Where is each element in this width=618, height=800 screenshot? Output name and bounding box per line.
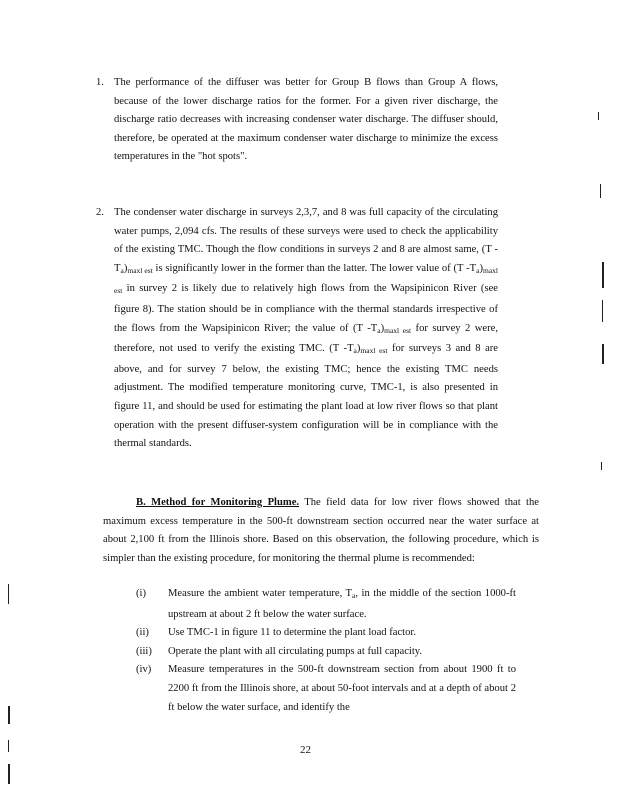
subscript: a — [476, 265, 480, 275]
section-b-heading: B. Method for Monitoring Plume. — [136, 497, 300, 508]
page-number: 22 — [300, 744, 311, 756]
subscript: maxl est — [360, 346, 388, 356]
subscript: maxl est — [127, 265, 153, 275]
step-text: Operate the plant with all circulating pumps at full capacity. — [168, 645, 423, 657]
subscript: a — [120, 265, 124, 275]
scan-artifact — [8, 764, 10, 784]
scan-artifact — [602, 344, 604, 364]
item-text-part: ) — [479, 262, 483, 274]
procedure-step — [136, 643, 516, 662]
scan-artifact — [602, 262, 604, 288]
scan-artifact — [8, 584, 9, 604]
step-label: (i) — [136, 588, 146, 599]
section-b-text: The field data for low river flows showed that the maximum excess temperature in the 500-ft downstream section occurred near the water surface at about 2,100 ft from the Illinois shore. Based on this observation, the following procedure, which is simpler than the existing procedure, for monitoring the thermal plume is recommended: — [103, 497, 539, 564]
subscript: a — [353, 346, 357, 356]
item-text-part: for survey 2 were, therefore, not used to verify the existing TMC. (T -T — [114, 322, 499, 355]
step-text-part: , in the middle of the section 1000-ft upstream at about 2 ft below the water surface. — [168, 588, 516, 620]
procedure-step — [136, 661, 516, 717]
scan-artifact — [602, 300, 603, 322]
scan-artifact — [8, 740, 9, 752]
step-text: Use TMC-1 in figure 11 to determine the plant load factor. — [168, 627, 417, 639]
step-label: (iii) — [136, 645, 152, 657]
item-text: The performance of the diffuser was better for Group B flows than Group A flows, because of the lower discharge ratios for the former. For a given river discharge, the discharge ratio decreases with increasing condenser water discharge. The diffuser should, therefore, be operated at the maximum condenser water discharge to minimize the excess temperatures in the "hot spots". — [114, 77, 498, 163]
item-text-part: ) — [356, 343, 361, 355]
step-label: (iv) — [136, 664, 152, 676]
subscript: a — [377, 325, 381, 335]
conclusion-item-2 — [96, 204, 499, 454]
item-text-part: ) — [123, 262, 128, 274]
item-text-part: The condenser water discharge in surveys 2,3,7, and 8 was full capacity of the circulating water pumps, 2,094 cfs. The results of these surveys were used to check the applicability of the existing TMC. Though the flow conditions in surveys 2 and 8 are almost same, (T -T — [114, 207, 498, 274]
step-text-part: Measure the ambient water temperature, T — [168, 588, 353, 599]
item-number: 2. — [96, 207, 104, 218]
item-text-part: ) — [380, 322, 385, 334]
item-text-part: for surveys 3 and 8 are above, and for survey 7 below, the existing TMC; hence the existing TMC needs adjustment. The modified temperature monitoring curve, TMC-1, is also presented in figure 11, and should be used for estimating the plant load at low river flows so that plant operation with the present diffuser-system configuration will be in compliance with the thermal standards. — [114, 343, 499, 450]
item-number: 1. — [96, 77, 104, 88]
conclusion-item-1 — [96, 74, 498, 167]
procedure-steps — [136, 585, 516, 717]
subscript: maxl est — [114, 265, 498, 296]
scan-artifact — [600, 184, 601, 198]
procedure-step — [136, 585, 516, 624]
step-label: (ii) — [136, 627, 149, 639]
step-text: Measure temperatures in the 500-ft downstream section from about 1900 ft to 2200 ft from the Illinois shore, at about 50-foot intervals and at a depth of about 2 ft below the water surface, and identify the — [168, 664, 516, 713]
procedure-step — [136, 624, 516, 643]
subscript: a — [352, 591, 356, 600]
scan-artifact — [598, 112, 599, 120]
item-text-part: in survey 2 is likely due to relatively high flows from the Wapsipinicon River (see figure 8). The station should be in compliance with the thermal standards irrespective of the flows from the Wapsipinicon River; the value of (T -T — [114, 283, 498, 334]
scan-artifact — [8, 706, 10, 724]
item-text-part: is significantly lower in the former than the latter. The lower value of (T -T — [152, 262, 477, 274]
scan-artifact — [601, 462, 602, 470]
section-b-paragraph — [103, 494, 539, 568]
subscript: maxl est — [384, 325, 412, 335]
